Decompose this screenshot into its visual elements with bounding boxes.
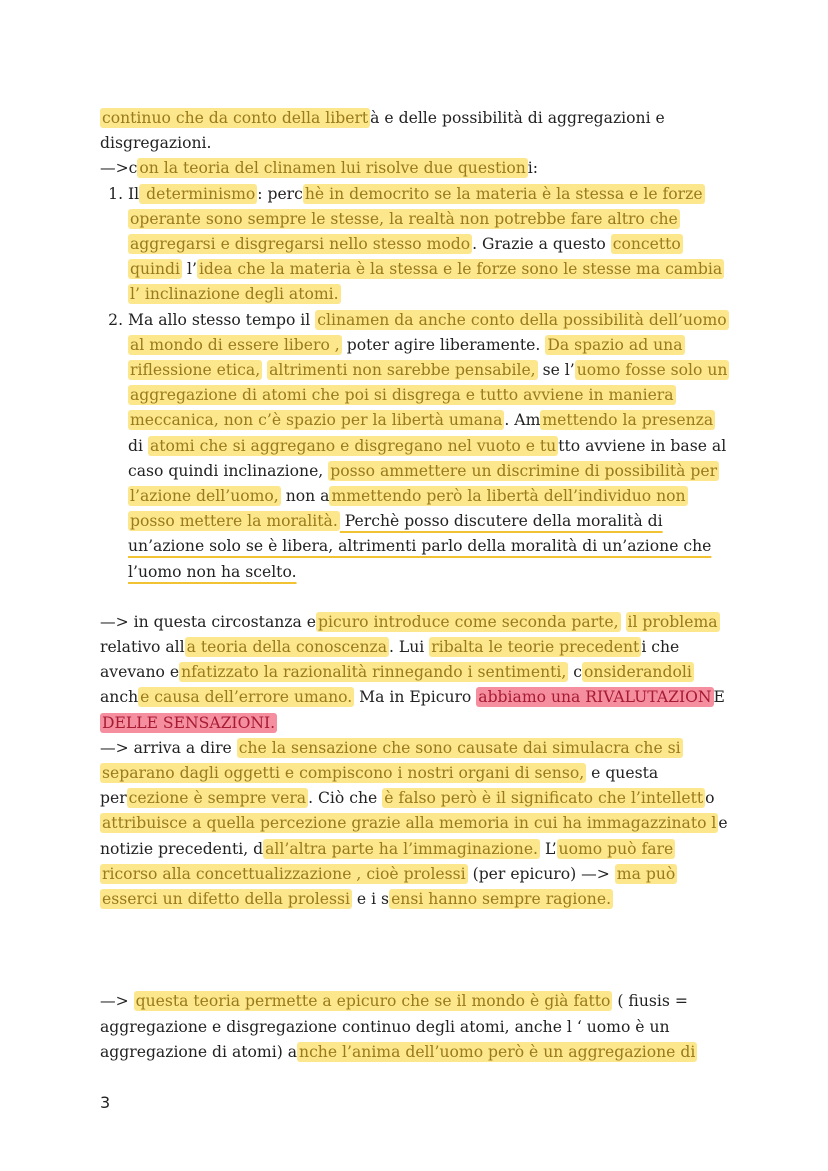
highlight: idea che la materia è la stessa e le forze sono le stesse ma cambia l’ inclinazione degli atomi. <box>130 260 723 304</box>
highlight: onsiderandoli <box>584 663 692 682</box>
text: e notizie precedenti, d <box>100 814 728 858</box>
text: l’ <box>182 260 197 279</box>
text: i: <box>527 159 539 178</box>
paragraph-spacer <box>100 585 732 610</box>
text: . Ciò che <box>308 789 383 808</box>
highlight: uomo fosse solo un aggregazione di atomi che poi si disgrega e tutto avviene in maniera meccanica, non c’è spazio per la libertà umana <box>130 361 728 430</box>
text: anch <box>100 688 139 707</box>
text: . Am <box>504 411 541 430</box>
text: relativo all <box>100 638 185 657</box>
highlight: che la sensazione che sono causate dai simulacra che si separano dagli oggetti e compiscono i nostri organi di senso, <box>102 738 681 783</box>
underlined-text: Perchè posso discutere della moralità di un’azione solo se è libera, altrimenti parlo della moralità di un’azione che l’uomo non ha scelto. <box>128 512 712 581</box>
highlight: altrimenti non sarebbe pensabile, <box>269 361 536 380</box>
paragraph-anima <box>100 989 732 1065</box>
highlight: clinamen da anche conto della possibilità dell’uomo al mondo di essere libero , <box>130 310 727 354</box>
paragraph-sensazione <box>100 736 732 912</box>
paragraph-spacer <box>100 912 732 989</box>
text: E <box>713 688 725 707</box>
text: e i s <box>351 890 390 909</box>
highlight: determinismo <box>141 184 256 203</box>
highlight: nfatizzato la razionalità rinnegando i sentimenti, <box>181 663 567 682</box>
text: (per epicuro) —> <box>467 864 615 883</box>
highlight: hè in democrito se la materia è la stessa e le forze operante sono sempre le stesse, la realtà non potrebbe fare altro che aggregarsi e disgregarsi nello stesso modo <box>130 184 703 254</box>
page-number: 3 <box>100 1093 111 1112</box>
text: . Grazie a questo <box>472 235 611 254</box>
paragraph-conoscenza <box>100 610 732 736</box>
highlight: cezione è sempre vera <box>128 789 307 808</box>
document-body <box>100 106 732 1065</box>
highlight: Da spazio ad una riflessione etica, <box>130 335 683 380</box>
highlight: nche l’anima dell’uomo però è un aggregazione di <box>299 1042 696 1061</box>
highlight: questa teoria permette a epicuro che se il mondo è già fatto <box>135 992 611 1011</box>
list-item-liberta <box>128 308 732 585</box>
highlight: ma può esserci un difetto della prolessi <box>102 864 676 909</box>
list-item-determinismo <box>128 182 732 308</box>
highlight: ribalta le teorie precedent <box>431 638 640 657</box>
highlight: ensi hanno sempre ragione. <box>391 890 612 909</box>
text: à e delle possibilità di aggregazioni e disgregazioni. <box>100 109 665 153</box>
text: o <box>705 789 715 808</box>
text: Il <box>128 184 140 203</box>
highlight-pink: DELLE SENSAZIONI. <box>102 713 276 732</box>
text: L’ <box>540 839 557 858</box>
highlight: picuro introduce come seconda parte, <box>317 612 619 631</box>
highlight: uomo può fare ricorso alla concettualizzazione , cioè prolessi <box>102 839 674 883</box>
highlight: mmettendo però la libertà dell’individuo non posso mettere la moralità. <box>130 487 686 531</box>
text: i che avevano e <box>100 638 680 682</box>
highlight: attribuisce a quella percezione grazie alla memoria in cui ha immagazzinato l <box>102 814 717 833</box>
text: —> arriva a dire <box>100 738 237 757</box>
highlight: concetto quindi <box>130 235 681 279</box>
text <box>621 613 626 631</box>
text: se l’ <box>537 361 575 380</box>
text: : perc <box>257 184 303 203</box>
highlight-pink: abbiamo una RIVALUTAZION <box>478 688 712 707</box>
highlight: e causa dell’errore umano. <box>140 688 353 707</box>
paragraph-clinamen <box>100 156 732 181</box>
text: Ma in Epicuro <box>354 688 477 707</box>
highlight: posso ammettere un discrimine di possibilità per l’azione dell’uomo, <box>130 461 718 506</box>
numbered-list <box>100 182 732 585</box>
highlight: on la teoria del clinamen lui risolve due question <box>139 159 526 178</box>
text: —> in questa circostanza e <box>100 612 316 631</box>
text: Ma allo stesso tempo il <box>128 310 316 329</box>
text: di <box>128 436 148 455</box>
text: c <box>568 663 583 682</box>
text: —>c <box>100 159 138 178</box>
text: —> <box>100 992 134 1011</box>
highlight: mettendo la presenza <box>542 411 714 430</box>
highlight: è falso però è il significato che l’intellett <box>384 789 704 808</box>
text: non a <box>280 487 330 506</box>
text: e questa per <box>100 764 659 808</box>
paragraph-intro <box>100 106 732 156</box>
text: tto avviene in base al caso quindi inclinazione, <box>128 436 727 480</box>
text: poter agire liberamente. <box>341 335 546 354</box>
highlight: il problema <box>627 612 718 631</box>
text: . Lui <box>389 638 430 657</box>
highlight: atomi che si aggregano e disgregano nel vuoto e tu <box>149 436 557 455</box>
highlight: all’altra parte ha l’immaginazione. <box>265 839 539 858</box>
text: ( fiusis = aggregazione e disgregazione continuo degli atomi, anche l ‘ uomo è un aggregazione di atomi) a <box>100 992 688 1061</box>
highlight: continuo che da conto della libert <box>102 109 369 127</box>
highlight: a teoria della conoscenza <box>186 638 387 657</box>
